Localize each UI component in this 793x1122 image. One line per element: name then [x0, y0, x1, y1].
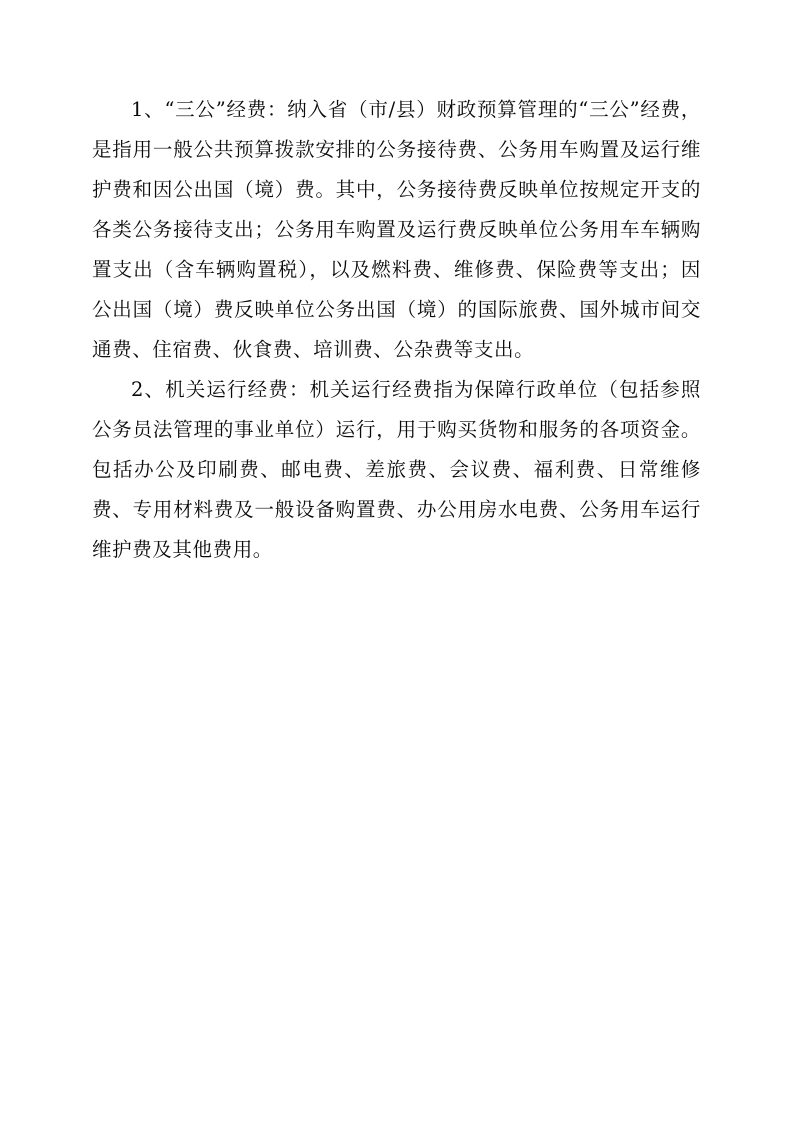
document-body	[92, 90, 701, 570]
paragraph-jiguan-yunxing-jingfei: 2、机关运行经费：机关运行经费指为保障行政单位（包括参照公务员法管理的事业单位）运行，用于购买货物和服务的各项资金。包括办公及印刷费、邮电费、差旅费、会议费、福利费、日常维修费、专用材料费及一般设备购置费、办公用房水电费、公务用车运行维护费及其他费用。	[92, 378, 701, 561]
paragraph-san-gong-jing-fei: 1、“三公”经费：纳入省（市/县）财政预算管理的“三公”经费，是指用一般公共预算拨款安排的公务接待费、公务用车购置及运行维护费和因公出国（境）费。其中，公务接待费反映单位按规定开支的各类公务接待支出；公务用车购置及运行费反映单位公务用车车辆购置支出（含车辆购置税），以及燃料费、维修费、保险费等支出；因公出国（境）费反映单位公务出国（境）的国际旅费、国外城市间交通费、住宿费、伙食费、培训费、公杂费等支出。	[92, 98, 701, 361]
